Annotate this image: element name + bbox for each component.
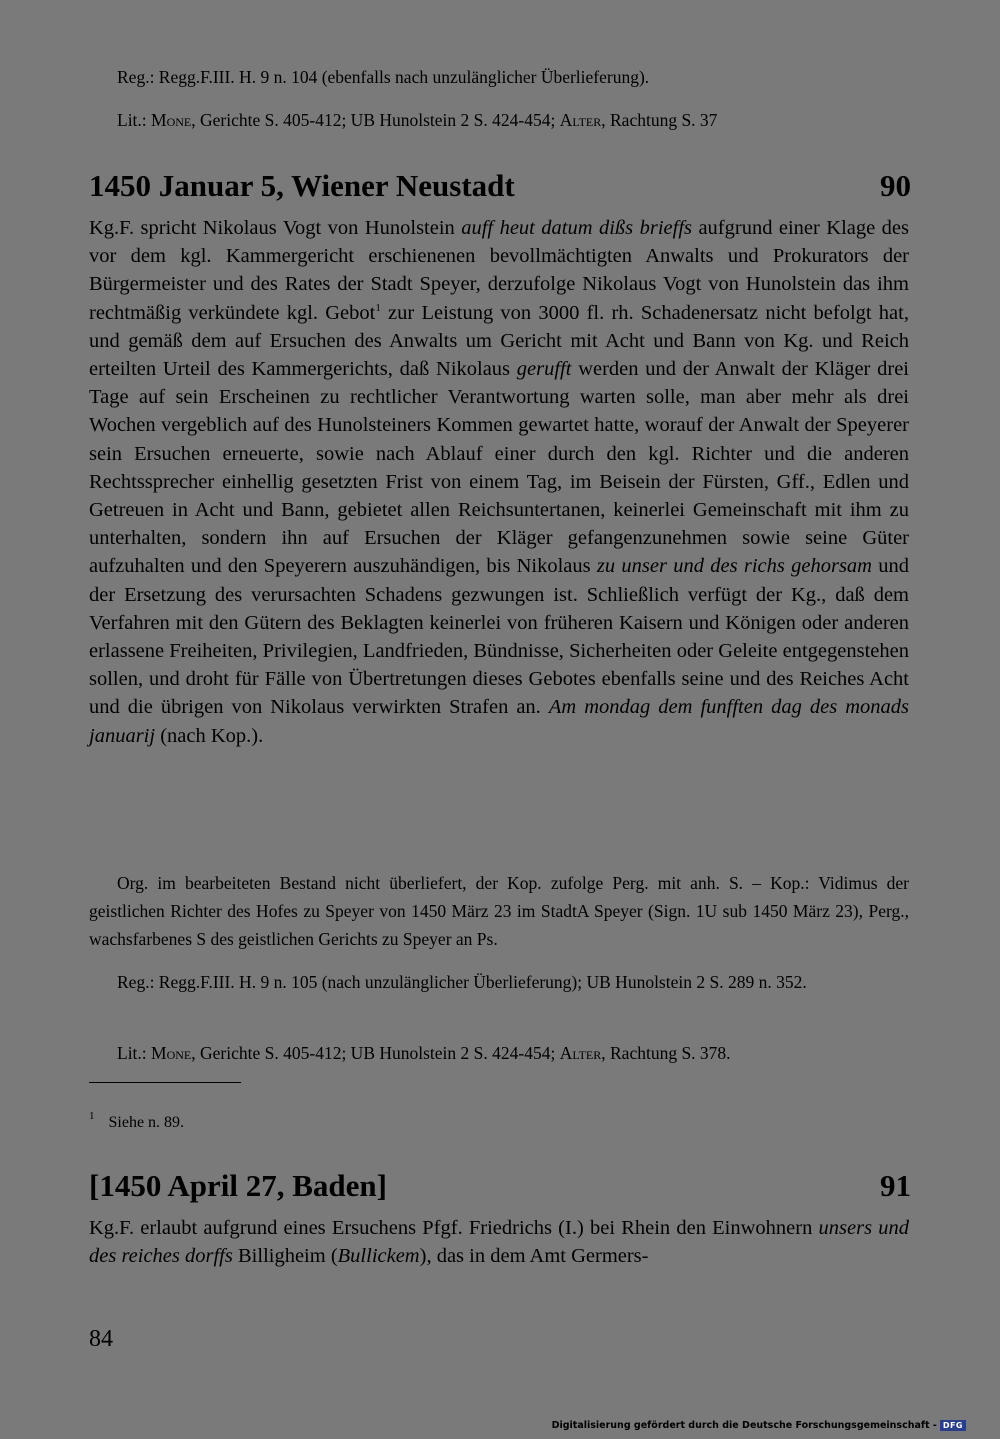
page-number: 84	[89, 1326, 113, 1352]
digitization-credit	[552, 1420, 966, 1431]
entry-90-title: 1450 Januar 5, Wiener Neustadt	[89, 168, 515, 203]
entry-90-number: 90	[880, 168, 911, 203]
entry-91-heading	[89, 1168, 911, 1204]
footnote-divider	[89, 1082, 241, 1083]
footnote-mark: 1	[89, 1110, 95, 1122]
entry-90-text: Kg.F. spricht Nikolaus Vogt von Hunolstein auff heut datum dißs brieffs aufgrund einer Klage des vor dem kgl. Kammergericht erschienenen bevollmächtigten Anwalts und Prokurators der Bürgermeister und des Rates der Stadt Speyer, derzufolge Nikolaus Vogt von Hunolstein das ihm rechtmäßig verkündete kgl. Gebot$^1$ zur Leistung von 3000 fl. rh. Schadenersatz nicht befolgt hat, und gemäß dem auf Ersuchen des Anwalts um Gericht mit Acht und Bann von Kg. und Reich erteilten Urteil des Kammergerichts, daß Nikolaus gerufft werden und der Anwalt der Kläger drei Tage auf sein Erscheinen zu rechtlicher Verantwortung warten solle, man aber mehr als drei Wochen vergeblich auf des Hunolsteiners Kommen gewartet hatte, worauf der Anwalt der Speyerer sein Ersuchen erneuerte, sowie nach Ablauf einer durch den kgl. Richter und die anderen Rechtssprecher einhellig gesetzten Frist von einem Tag, im Beisein der Fürsten, Gff., Edlen und Getreuen in Acht und Bann, gebietet allen Reichsuntertanen, keinerlei Gemeinschaft mit ihm zu unterhalten, sondern ihn auf Ersuchen der Kläger gefangenzunehmen sowie seine Güter aufzuhalten und den Speyerern auszuhändigen, bis Nikolaus zu unser und des richs gehorsam und der Ersetzung des verursachten Schadens gezwungen ist. Schließlich verfügt der Kg., daß dem Verfahren mit den Gütern des Beklagten keinerlei von früheren Kaisern und Königen oder anderen erlassene Freiheiten, Privilegien, Landfrieden, Bündnisse, Sicherheiten oder Geleite entgegenstehen sollen, und droht für Fälle von Übertretungen dieses Gebotes ebenfalls seine und des Reiches Acht und die übrigen von Nikolaus verwirkten Strafen an. Am mondag dem funfften dag des monads januarij (nach Kop.).	[89, 217, 910, 747]
entry-90-heading	[89, 168, 911, 204]
entry-91-text: Kg.F. erlaubt aufgrund eines Ersuchens Pfgf. Friedrichs (I.) bei Rhein den Einwohnern unsers und des reiches dorffs Billigheim (Bullickem), das in dem Amt Germers-	[89, 1217, 909, 1268]
top-reg-line: Reg.: Regg.F.III. H. 9 n. 104 (ebenfalls nach unzulänglicher Überlieferung).	[117, 67, 650, 87]
entry-91-title: [1450 April 27, Baden]	[89, 1168, 387, 1203]
top-lit-line: Lit.: Mone, Gerichte S. 405-412; UB Hunolstein 2 S. 424-454; Alter, Rachtung S. 37	[117, 110, 718, 130]
entry-90-lit-note: Lit.: Mone, Gerichte S. 405-412; UB Hunolstein 2 S. 424-454; Alter, Rachtung S. 378.	[117, 1043, 731, 1063]
footnote-ref: 1	[375, 301, 381, 314]
credit-text: Digitalisierung gefördert durch die Deutsche Forschungsgemeinschaft -	[551, 1420, 937, 1431]
entry-91-number: 91	[880, 1168, 911, 1203]
dfg-logo: DFG	[940, 1420, 966, 1431]
entry-90-reg-note: Reg.: Regg.F.III. H. 9 n. 105 (nach unzulänglicher Überlieferung); UB Hunolstein 2 S. 289 n. 352.	[117, 972, 807, 992]
entry-90-org-note: Org. im bearbeiteten Bestand nicht überliefert, der Kop. zufolge Perg. mit anh. S. – Kop.: Vidimus der geistlichen Richter des Hofes zu Speyer von 1450 März 23 im StadtA Speyer (Sign. 1U sub 1450 März 23), Perg., wachsfarbenes S des geistlichen Gerichts zu Speyer an Ps.	[89, 873, 909, 949]
footnote	[89, 1112, 184, 1134]
footnote-text: Siehe n. 89.	[108, 1114, 185, 1131]
